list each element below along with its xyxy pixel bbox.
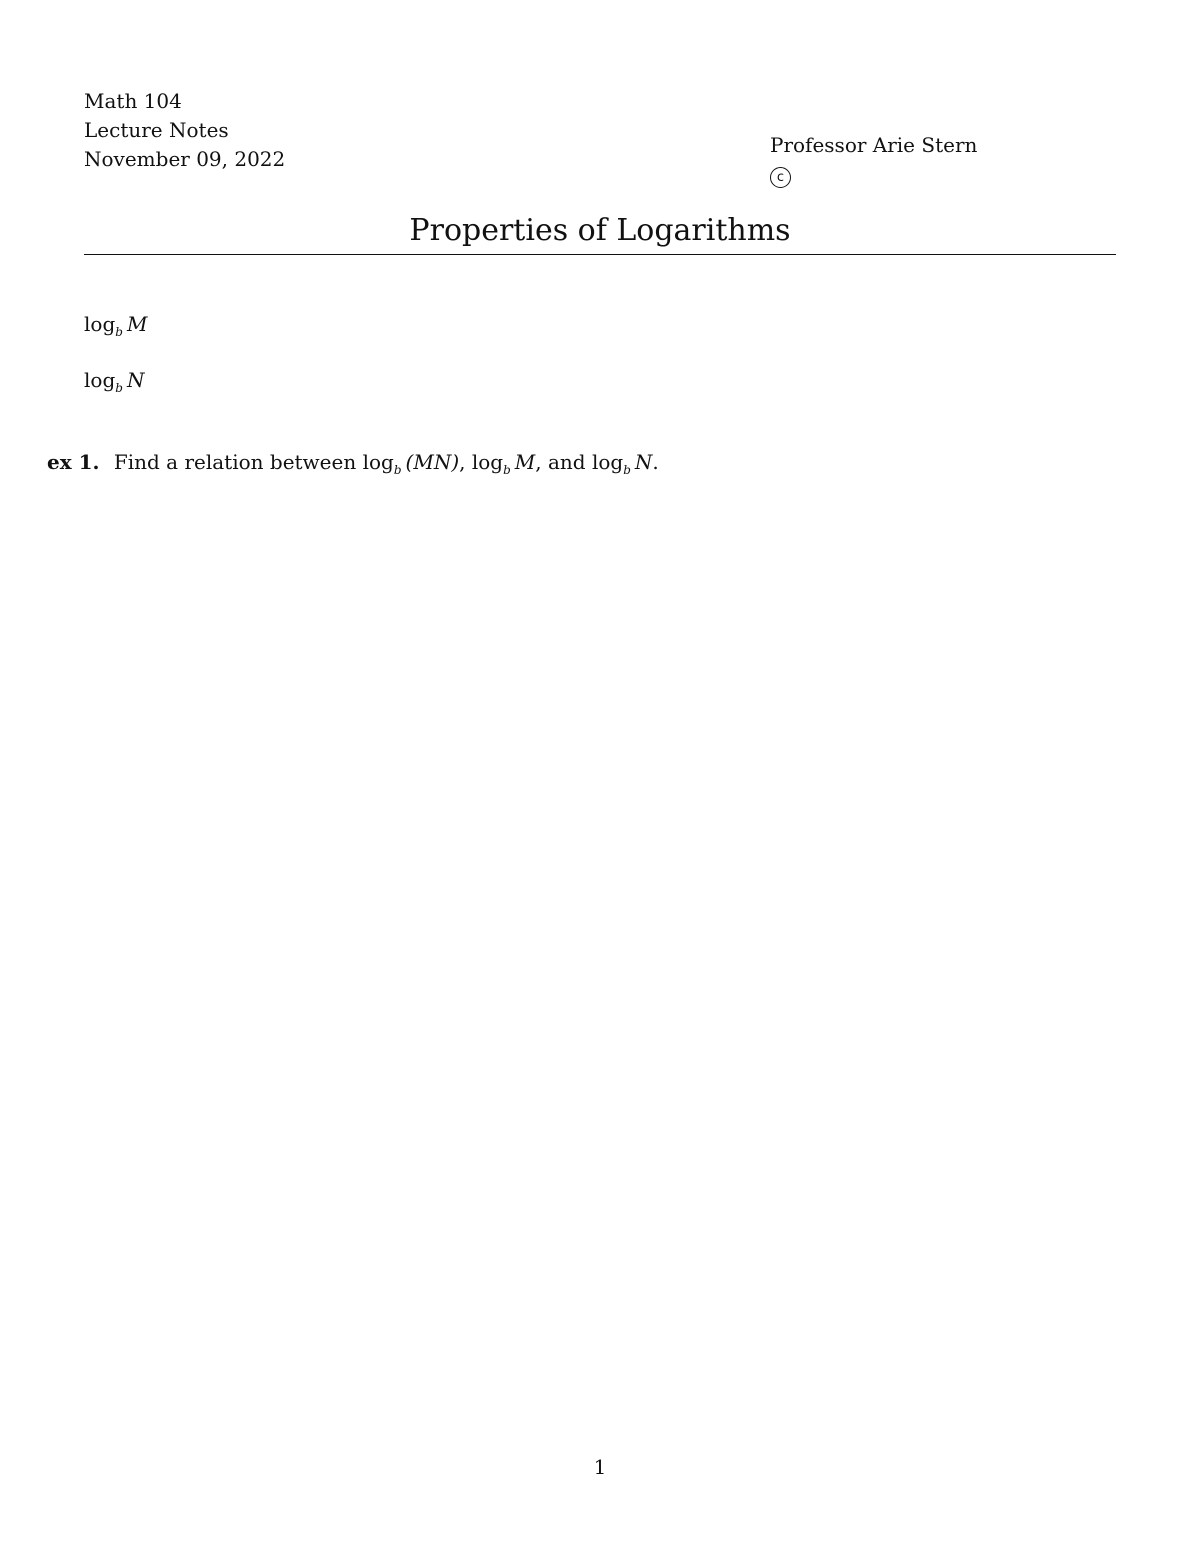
example-1: ex 1. Find a relation between $\log_b (MN)$, $\log_b M$, and $\log_b N$.: [47, 450, 659, 477]
course-name: Math 104: [84, 89, 182, 113]
log-n-expression: $\log_b N$: [84, 368, 145, 395]
example-label: ex 1.: [47, 450, 100, 474]
header-left: [84, 87, 285, 174]
document-type: Lecture Notes: [84, 118, 229, 142]
log-m-expression: $\log_b M$: [84, 312, 148, 339]
example-text: Find a relation between: [113, 450, 357, 474]
page-number: 1: [593, 1455, 607, 1479]
header-right: [770, 131, 977, 189]
lecture-date: November 09, 2022: [84, 147, 286, 171]
professor-name: Professor Arie Stern: [770, 133, 978, 157]
page-title: Properties of Logarithms: [409, 213, 791, 248]
title-divider: [84, 254, 1116, 255]
copyright-icon: c: [770, 167, 791, 188]
